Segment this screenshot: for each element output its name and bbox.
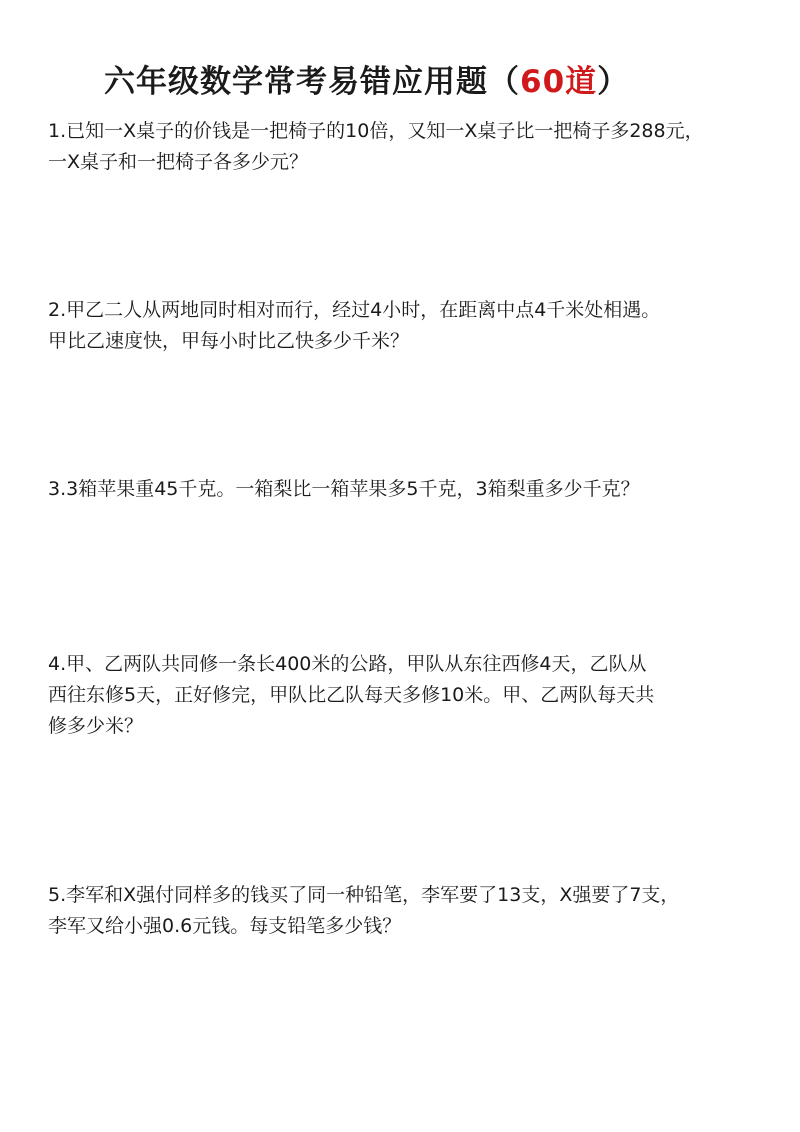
question-2-line-2: 甲比乙速度快，甲每小时比乙快多少千米？ xyxy=(48,330,410,352)
title-close: ） xyxy=(597,64,630,100)
question-5 xyxy=(48,880,760,942)
question-2 xyxy=(48,295,760,357)
question-1-line-1: 1.已知一X桌子的价钱是一把椅子的10倍，又知一X桌子比一把椅子多288元， xyxy=(48,120,704,142)
question-2-line-1: 2.甲乙二人从两地同时相对而行，经过4小时，在距离中点4千米处相遇。 xyxy=(48,299,661,321)
question-5-line-1: 5.李军和X强付同样多的钱买了同一种铅笔，李军要了13支，X强要了7支， xyxy=(48,884,680,906)
question-4 xyxy=(48,649,760,742)
question-3 xyxy=(48,474,760,505)
page-title xyxy=(104,60,629,104)
question-4-line-3: 修多少米？ xyxy=(48,715,144,737)
question-1 xyxy=(48,116,760,178)
title-main: 六年级数学常考易错应用题（ xyxy=(104,64,520,100)
question-3-line-1: 3.3箱苹果重45千克。一箱梨比一箱苹果多5千克，3箱梨重多少千克？ xyxy=(48,478,640,500)
title-count: 60道 xyxy=(520,64,598,100)
question-5-line-2: 李军又给小强0.6元钱。每支铅笔多少钱？ xyxy=(48,915,402,937)
question-4-line-2: 西往东修5天，正好修完，甲队比乙队每天多修10米。甲、乙两队每天共 xyxy=(48,684,655,706)
question-1-line-2: 一X桌子和一把椅子各多少元？ xyxy=(48,151,309,173)
question-4-line-1: 4.甲、乙两队共同修一条长400米的公路，甲队从东往西修4天，乙队从 xyxy=(48,653,647,675)
